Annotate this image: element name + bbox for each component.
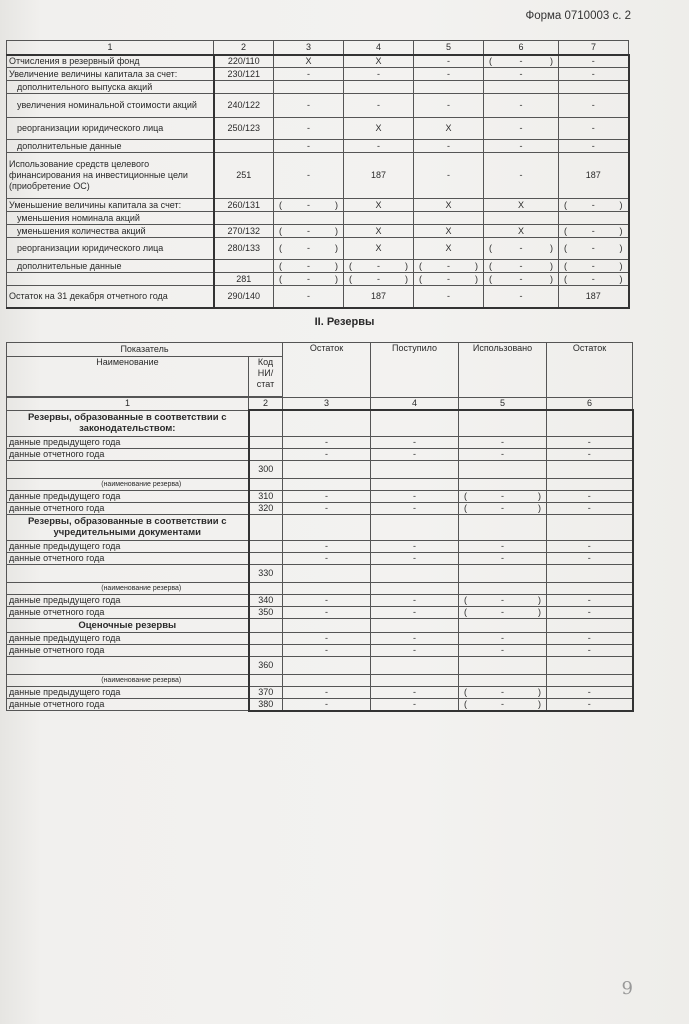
row-code: 240/122 xyxy=(214,94,274,118)
row-code: 340 xyxy=(249,594,283,606)
cell-c3: - xyxy=(274,68,344,81)
cell-c6: - xyxy=(484,94,559,118)
row-label: (наименование резерва) xyxy=(7,478,249,490)
section-title-reserves: II. Резервы xyxy=(314,316,375,328)
table-row xyxy=(7,410,633,436)
row-code: 280/133 xyxy=(214,238,274,260)
cell-c7 xyxy=(559,212,629,225)
cell-c4 xyxy=(371,478,459,490)
cell-c5: - xyxy=(459,540,547,552)
row-code: 350 xyxy=(249,606,283,618)
cell-c5: - xyxy=(414,94,484,118)
cell-c4: 187 xyxy=(344,286,414,308)
cell-c3: ( - ) xyxy=(274,273,344,286)
row-code xyxy=(249,514,283,540)
cell-c4: - xyxy=(371,490,459,502)
cell-c4: - xyxy=(371,644,459,656)
col-number: 2 xyxy=(249,398,283,411)
row-code xyxy=(249,540,283,552)
cell-c4: ( - ) xyxy=(344,273,414,286)
row-label: уменьшения номинала акций xyxy=(7,212,214,225)
header-balance-start: Остаток xyxy=(283,343,371,398)
row-label: данные предыдущего года xyxy=(7,540,249,552)
cell-c7: ( - ) xyxy=(559,238,629,260)
row-code xyxy=(249,478,283,490)
col-number: 6 xyxy=(484,41,559,55)
cell-c6: - xyxy=(484,118,559,140)
cell-c7: ( - ) xyxy=(559,225,629,238)
cell-c3: - xyxy=(283,686,371,698)
cell-c3: - xyxy=(274,286,344,308)
row-code: 270/132 xyxy=(214,225,274,238)
row-label: реорганизации юридического лица xyxy=(7,118,214,140)
cell-c5: - xyxy=(414,55,484,68)
row-code xyxy=(214,81,274,94)
cell-c6 xyxy=(484,212,559,225)
cell-c5: ( - ) xyxy=(459,502,547,514)
cell-c3: - xyxy=(274,140,344,153)
cell-c6: - xyxy=(547,490,633,502)
cell-c6: X xyxy=(484,225,559,238)
cell-c4: - xyxy=(371,632,459,644)
cell-c3 xyxy=(274,81,344,94)
cell-c3: ( - ) xyxy=(274,225,344,238)
cell-c6: ( - ) xyxy=(484,55,559,68)
cell-c6 xyxy=(547,478,633,490)
cell-c6 xyxy=(547,410,633,436)
table-row xyxy=(7,460,633,478)
cell-c6 xyxy=(547,656,633,674)
row-label: Уменьшение величины капитала за счет: xyxy=(7,199,214,212)
row-label: дополнительного выпуска акций xyxy=(7,81,214,94)
group-label: Резервы, образованные в соответствии с учредительными документами xyxy=(7,514,249,540)
cell-c6: ( - ) xyxy=(484,273,559,286)
cell-c3: - xyxy=(283,552,371,564)
cell-c6: - xyxy=(547,540,633,552)
cell-c4: - xyxy=(344,140,414,153)
table-row xyxy=(7,644,633,656)
cell-c4 xyxy=(371,656,459,674)
cell-c7: - xyxy=(559,68,629,81)
header-code: Код НИ/ стат xyxy=(249,357,283,397)
cell-c5: ( - ) xyxy=(414,260,484,273)
cell-c5: X xyxy=(414,118,484,140)
cell-c6: - xyxy=(484,140,559,153)
header-balance-end: Остаток xyxy=(547,343,633,398)
cell-c3: - xyxy=(283,606,371,618)
cell-c3: ( - ) xyxy=(274,260,344,273)
row-label: данные предыдущего года xyxy=(7,594,249,606)
cell-c5 xyxy=(459,514,547,540)
row-label: дополнительные данные xyxy=(7,140,214,153)
row-label: дополнительные данные xyxy=(7,260,214,273)
table-row xyxy=(7,564,633,582)
table-row xyxy=(7,153,629,199)
cell-c3: - xyxy=(274,94,344,118)
table-row xyxy=(7,674,633,686)
row-code xyxy=(214,212,274,225)
cell-c6: ( - ) xyxy=(484,260,559,273)
cell-c7: - xyxy=(559,55,629,68)
table-row xyxy=(7,656,633,674)
col-number: 1 xyxy=(7,41,214,55)
cell-c7: ( - ) xyxy=(559,199,629,212)
cell-c5: X xyxy=(414,238,484,260)
row-code xyxy=(249,674,283,686)
cell-c5 xyxy=(459,410,547,436)
cell-c7: - xyxy=(559,118,629,140)
row-code: 260/131 xyxy=(214,199,274,212)
cell-c5: - xyxy=(414,68,484,81)
cell-c6: - xyxy=(547,552,633,564)
cell-c5 xyxy=(414,212,484,225)
cell-c7: 187 xyxy=(559,153,629,199)
row-code xyxy=(214,260,274,273)
cell-c6 xyxy=(484,81,559,94)
table-row xyxy=(7,606,633,618)
row-code xyxy=(249,410,283,436)
cell-c4: - xyxy=(371,540,459,552)
table-row xyxy=(7,118,629,140)
table-row xyxy=(7,618,633,632)
cell-c5: X xyxy=(414,199,484,212)
page-mark: 9 xyxy=(621,978,633,999)
row-label xyxy=(7,656,249,674)
cell-c4 xyxy=(371,582,459,594)
cell-c4 xyxy=(371,564,459,582)
table-row xyxy=(7,594,633,606)
table-row xyxy=(7,260,629,273)
table-row xyxy=(7,94,629,118)
cell-c3: - xyxy=(283,632,371,644)
cell-c7: - xyxy=(559,140,629,153)
row-label: данные отчетного года xyxy=(7,698,249,711)
cell-c5: ( - ) xyxy=(459,594,547,606)
cell-c5: - xyxy=(459,436,547,448)
cell-c4: X xyxy=(344,55,414,68)
cell-c5: ( - ) xyxy=(459,686,547,698)
cell-c5: ( - ) xyxy=(459,606,547,618)
cell-c5: X xyxy=(414,225,484,238)
row-label: увеличения номинальной стоимости акций xyxy=(7,94,214,118)
row-code: 360 xyxy=(249,656,283,674)
cell-c3: X xyxy=(274,55,344,68)
cell-c7: 187 xyxy=(559,286,629,308)
col-number: 4 xyxy=(371,398,459,411)
row-label: (наименование резерва) xyxy=(7,582,249,594)
cell-c3: ( - ) xyxy=(274,199,344,212)
cell-c4 xyxy=(371,618,459,632)
cell-c3 xyxy=(283,478,371,490)
row-code: 320 xyxy=(249,502,283,514)
cell-c3 xyxy=(283,656,371,674)
cell-c4: - xyxy=(371,552,459,564)
cell-c3 xyxy=(283,410,371,436)
table-row xyxy=(7,81,629,94)
row-code: 281 xyxy=(214,273,274,286)
cell-c6: - xyxy=(484,286,559,308)
cell-c5 xyxy=(414,81,484,94)
row-label xyxy=(7,460,249,478)
cell-c4: X xyxy=(344,238,414,260)
cell-c5 xyxy=(459,618,547,632)
row-label xyxy=(7,564,249,582)
cell-c6 xyxy=(547,460,633,478)
col-number: 1 xyxy=(7,398,249,411)
col-number: 5 xyxy=(459,398,547,411)
row-code xyxy=(249,582,283,594)
row-code xyxy=(249,618,283,632)
cell-c3 xyxy=(283,514,371,540)
cell-c3: - xyxy=(274,153,344,199)
table-row xyxy=(7,140,629,153)
row-code: 250/123 xyxy=(214,118,274,140)
cell-c5: - xyxy=(414,140,484,153)
row-code xyxy=(249,632,283,644)
row-code xyxy=(249,552,283,564)
cell-c5: ( - ) xyxy=(414,273,484,286)
group-label: Оценочные резервы xyxy=(7,618,249,632)
cell-c7: ( - ) xyxy=(559,273,629,286)
capital-changes-table xyxy=(6,40,630,309)
form-code: Форма 0710003 с. 2 xyxy=(525,10,631,22)
table-row xyxy=(7,436,633,448)
cell-c3 xyxy=(283,564,371,582)
cell-c5: ( - ) xyxy=(459,490,547,502)
cell-c6 xyxy=(547,514,633,540)
cell-c5 xyxy=(459,460,547,478)
cell-c6: - xyxy=(547,698,633,711)
reserves-table xyxy=(6,342,634,712)
cell-c4: - xyxy=(344,68,414,81)
table-row xyxy=(7,55,629,68)
cell-c4: - xyxy=(371,686,459,698)
cell-c6: - xyxy=(547,606,633,618)
row-label: данные отчетного года xyxy=(7,644,249,656)
table-row xyxy=(7,686,633,698)
col-number: 5 xyxy=(414,41,484,55)
cell-c6 xyxy=(547,582,633,594)
row-label: данные предыдущего года xyxy=(7,436,249,448)
row-label: данные предыдущего года xyxy=(7,490,249,502)
cell-c4 xyxy=(371,460,459,478)
cell-c4: - xyxy=(344,94,414,118)
cell-c6: - xyxy=(547,502,633,514)
row-code: 290/140 xyxy=(214,286,274,308)
cell-c4 xyxy=(371,674,459,686)
cell-c4 xyxy=(344,81,414,94)
cell-c3: - xyxy=(283,540,371,552)
cell-c7 xyxy=(559,81,629,94)
row-label: данные отчетного года xyxy=(7,552,249,564)
table-row xyxy=(7,225,629,238)
cell-c4: X xyxy=(344,225,414,238)
cell-c4: X xyxy=(344,118,414,140)
cell-c3: ( - ) xyxy=(274,238,344,260)
col-number: 3 xyxy=(283,398,371,411)
group-label: Резервы, образованные в соответствии с законодательством: xyxy=(7,410,249,436)
cell-c4 xyxy=(371,410,459,436)
cell-c5: - xyxy=(459,644,547,656)
cell-c5 xyxy=(459,656,547,674)
col-number: 7 xyxy=(559,41,629,55)
cell-c5: - xyxy=(459,448,547,460)
cell-c6: - xyxy=(547,644,633,656)
cell-c5: ( - ) xyxy=(459,698,547,711)
row-label: Остаток на 31 декабря отчетного года xyxy=(7,286,214,308)
cell-c6: - xyxy=(547,686,633,698)
row-label: данные предыдущего года xyxy=(7,686,249,698)
table-row xyxy=(7,238,629,260)
cell-c5: - xyxy=(414,153,484,199)
cell-c5: - xyxy=(459,632,547,644)
cell-c3: - xyxy=(274,118,344,140)
cell-c7: ( - ) xyxy=(559,260,629,273)
row-code: 230/121 xyxy=(214,68,274,81)
table-row xyxy=(7,273,629,286)
row-label: Использование средств целевого финансирования на инвестиционные цели (приобретение ОС) xyxy=(7,153,214,199)
row-code xyxy=(214,140,274,153)
col-number: 3 xyxy=(274,41,344,55)
row-code xyxy=(249,448,283,460)
row-label: данные отчетного года xyxy=(7,502,249,514)
col-number: 6 xyxy=(547,398,633,411)
cell-c3: - xyxy=(283,594,371,606)
row-code: 220/110 xyxy=(214,55,274,68)
table-row xyxy=(7,698,633,711)
table-row xyxy=(7,68,629,81)
table-row xyxy=(7,582,633,594)
cell-c5: - xyxy=(459,552,547,564)
cell-c6: ( - ) xyxy=(484,238,559,260)
col-number: 4 xyxy=(344,41,414,55)
table-row xyxy=(7,286,629,308)
row-label: данные предыдущего года xyxy=(7,632,249,644)
row-code: 310 xyxy=(249,490,283,502)
row-label xyxy=(7,273,214,286)
cell-c4: - xyxy=(371,698,459,711)
cell-c6: - xyxy=(484,68,559,81)
cell-c4: - xyxy=(371,436,459,448)
cell-c6: - xyxy=(547,632,633,644)
row-label: уменьшения количества акций xyxy=(7,225,214,238)
cell-c3: - xyxy=(283,490,371,502)
cell-c6: - xyxy=(547,594,633,606)
cell-c4 xyxy=(344,212,414,225)
table-row xyxy=(7,540,633,552)
cell-c4 xyxy=(371,514,459,540)
table-row xyxy=(7,632,633,644)
table-row xyxy=(7,212,629,225)
cell-c6 xyxy=(547,674,633,686)
header-name: Наименование xyxy=(7,357,249,397)
cell-c3: - xyxy=(283,502,371,514)
table-row xyxy=(7,490,633,502)
cell-c7: - xyxy=(559,94,629,118)
row-code xyxy=(249,436,283,448)
row-code: 370 xyxy=(249,686,283,698)
row-code: 251 xyxy=(214,153,274,199)
cell-c4: - xyxy=(371,594,459,606)
cell-c5: - xyxy=(414,286,484,308)
cell-c4: ( - ) xyxy=(344,260,414,273)
cell-c3 xyxy=(283,582,371,594)
cell-c4: - xyxy=(371,606,459,618)
cell-c5 xyxy=(459,478,547,490)
cell-c4: 187 xyxy=(344,153,414,199)
row-label: реорганизации юридического лица xyxy=(7,238,214,260)
cell-c3: - xyxy=(283,436,371,448)
cell-c5 xyxy=(459,564,547,582)
table-row xyxy=(7,552,633,564)
cell-c6: - xyxy=(547,436,633,448)
row-code: 380 xyxy=(249,698,283,711)
cell-c5 xyxy=(459,674,547,686)
cell-c3: - xyxy=(283,698,371,711)
col-number: 2 xyxy=(214,41,274,55)
row-label: Увеличение величины капитала за счет: xyxy=(7,68,214,81)
cell-c3 xyxy=(283,674,371,686)
cell-c3 xyxy=(283,460,371,478)
row-label: данные отчетного года xyxy=(7,448,249,460)
header-used: Использовано xyxy=(459,343,547,398)
cell-c3: - xyxy=(283,448,371,460)
cell-c6 xyxy=(547,564,633,582)
cell-c4: - xyxy=(371,448,459,460)
row-label: Отчисления в резервный фонд xyxy=(7,55,214,68)
header-received: Поступило xyxy=(371,343,459,398)
cell-c6 xyxy=(547,618,633,632)
table-row xyxy=(7,478,633,490)
cell-c6: - xyxy=(484,153,559,199)
table-row xyxy=(7,448,633,460)
header-indicator: Показатель xyxy=(7,343,283,357)
cell-c6: - xyxy=(547,448,633,460)
table-row xyxy=(7,514,633,540)
cell-c3 xyxy=(274,212,344,225)
row-code xyxy=(249,644,283,656)
row-label: данные отчетного года xyxy=(7,606,249,618)
cell-c3 xyxy=(283,618,371,632)
cell-c6: X xyxy=(484,199,559,212)
cell-c3: - xyxy=(283,644,371,656)
table-row xyxy=(7,502,633,514)
row-code: 300 xyxy=(249,460,283,478)
cell-c5 xyxy=(459,582,547,594)
table-row xyxy=(7,199,629,212)
row-label: (наименование резерва) xyxy=(7,674,249,686)
row-code: 330 xyxy=(249,564,283,582)
cell-c4: - xyxy=(371,502,459,514)
cell-c4: X xyxy=(344,199,414,212)
